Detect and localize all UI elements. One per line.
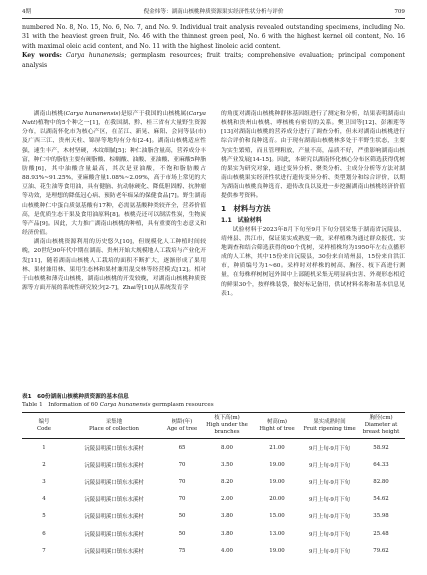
column-header — [357, 413, 405, 439]
table-cell: 9月上旬-9月下旬 — [308, 462, 351, 469]
abstract-continuation: numbered No. 8, No. 15, No. 6, No. 7, and No. 9. Individual trait analysis revealed outstanding specimens, including No. 31 with the heaviest green fruit, No. 46 with the thinnest green peel, No. 6 with the highest kernel oil content, No. 16 with maximal oleic acid content, and No. 11 with the highest linoleic acid content. — [22, 24, 405, 50]
table-row — [22, 456, 405, 473]
running-title: 倪金炜等：湖南山核桃种质资源果实经济性状分析与评价 — [143, 9, 284, 15]
column-header-zh: 胸径(cm) — [369, 415, 393, 421]
table-cell: 9月上旬-9月下旬 — [308, 548, 351, 555]
table-row — [22, 508, 405, 525]
table-cell: 19.00 — [269, 478, 285, 485]
page-number: 709 — [394, 9, 405, 15]
table-caption-zh: 表1 60份湖南山核桃种质资源的基本信息 — [22, 394, 129, 400]
english-abstract — [22, 23, 405, 70]
column-header-en: High under the branches — [206, 422, 248, 435]
table-cell: 3.80 — [220, 530, 233, 537]
table-cell: 70 — [178, 478, 186, 485]
column-header-en: Code — [36, 425, 51, 432]
table-cell: 65 — [178, 444, 186, 451]
table-cell: 沅陵县明溪口镇东水溪村 — [84, 514, 144, 521]
column-header-zh: 采集地 — [105, 418, 123, 425]
table-cell: 9月上旬-9月下旬 — [308, 531, 351, 538]
table-cell: 20.00 — [269, 496, 285, 503]
table-cell: 2.00 — [220, 496, 233, 503]
materials-paragraph: 试验材料于2023年8月下旬至9月下旬分别采集于湖南省沅陵县、靖州县、洪江市，保证果实成熟度一致，采样植株为通过群众报优、实地调查和结合筛选获得的60个优树，采样植株均为1950年左右点播形成的人工林，其中15份来自沅陵县，30份来自靖州县，15份来自洪江市，种质编号为1~60。采样时对样株的树高、胸径、枝下高进行测量，在每株样树树冠外围中上部随机采集无明显病虫害、外观形态相近的鲜果30个，按样株装袋，做好标记备用，供试材料名称和基本信息见表1。 — [221, 226, 405, 297]
keywords-label: Key words: — [22, 52, 62, 60]
table-cell: 64.33 — [373, 461, 389, 468]
column-header-en: Age of tree — [166, 425, 198, 432]
table-cell: 19.00 — [269, 461, 285, 468]
column-header-zh: 枝下高(m) — [214, 415, 240, 421]
table-cell: 8.20 — [220, 478, 233, 485]
table-caption-en — [22, 401, 405, 409]
table-row — [22, 439, 405, 457]
column-header-zh: 树高(m) — [266, 418, 288, 425]
table-cell: 沅陵县明溪口镇东水溪村 — [84, 531, 144, 538]
table-cell: 沅陵县明溪口镇东水溪村 — [84, 548, 144, 555]
table-cell: 沅陵县明溪口镇东水溪村 — [84, 497, 144, 504]
table-row — [22, 473, 405, 490]
table-cell: 5 — [42, 513, 46, 520]
table-cell: 35.98 — [373, 513, 389, 520]
table-cell: 19.00 — [269, 547, 285, 554]
table-caption — [22, 393, 405, 409]
table-cell: 1 — [42, 444, 46, 451]
table-header-row — [22, 413, 405, 439]
column-header — [66, 413, 162, 439]
column-header-en: Place of collection — [89, 425, 139, 432]
page-header — [22, 7, 405, 17]
column-header — [302, 413, 357, 439]
table-cell: 79.62 — [373, 547, 389, 554]
intro-paragraph-2: 湖南山核桃资源利用的历史悠久[10]，但规模化人工种植时间较晚，20世纪90年代中期在湖南、贵州开始大规模地人工栽培与产业化开发[11]，随着湖南山核桃人工栽培的面积不断扩大，逐渐形成了果用林、果材兼用林、果用生态林和果材兼用混交林等经营模式[12]。相对于山核桃和薄壳山核桃，湖南山核桃的开发较晚，对湖南山核桃种质资源等方面开展的系统性研究较少[2-7]，Zhai等[10]从系统发育学 — [22, 239, 206, 291]
caption-species: Carya hunanensis — [99, 402, 151, 408]
table-cell: 3 — [42, 478, 46, 485]
table-cell: 6 — [42, 530, 46, 537]
column-header-zh: 果实成熟时间 — [313, 418, 346, 425]
column-header-zh: 树龄(年) — [171, 418, 193, 425]
section-heading: 1 材料与方法 — [221, 203, 271, 213]
header-rule — [22, 18, 405, 19]
table-cell: 25.48 — [373, 530, 389, 537]
germplasm-table — [22, 412, 405, 559]
genus-name: Carya Nutt — [22, 111, 207, 127]
table-cell: 70 — [178, 461, 186, 468]
table-cell: 8.00 — [220, 444, 233, 451]
column-header-en: Fruit ripening time — [303, 425, 356, 432]
table-cell: 9月上旬-9月下旬 — [308, 445, 351, 452]
caption-text: Table 1 Information of 60 — [22, 402, 100, 408]
table-row — [22, 542, 405, 559]
intro-text: )是原产于我国的山核桃属( — [118, 111, 189, 117]
column-header-en: Hight of tree — [259, 425, 295, 432]
intro-text: 湖南山核桃( — [33, 111, 66, 117]
table-cell: 21.00 — [269, 444, 285, 451]
right-column — [221, 110, 405, 299]
table-body — [22, 439, 405, 560]
column-header-en: Diameter at breast height — [362, 422, 400, 435]
table-cell: 54.62 — [373, 496, 389, 503]
table-row — [22, 491, 405, 508]
column-header — [202, 413, 252, 439]
table-cell: 沅陵县明溪口镇东水溪村 — [84, 445, 144, 452]
table-cell: 沅陵县明溪口镇东水溪村 — [84, 462, 144, 469]
table-cell: 58.92 — [373, 444, 389, 451]
column-header — [252, 413, 302, 439]
table-cell: 3.80 — [220, 513, 233, 520]
issue-number: 4期 — [22, 9, 32, 15]
table-cell: 4 — [42, 496, 46, 503]
intro-text: )植物中的5个种之一[1]，在我国湖、黔、桂三省有大量野生资源分布，以湖南怀化市为核心产区，在芷江、新晃、麻阳、会同等县(市)及广西三江、贵州天柱、锦屏等地均有分布[2-4]。湖南山核桃适应性强，速生丰产，木材坚硬，木纹细腻[5]；种仁油脂含量高，营养成分丰富，种仁中的脂肪主要有硬脂酸、棕榈酸、油酸、亚油酸、亚麻酸5种脂肪酸[6]，其中油酸含量最高，其次是亚油酸，不饱和脂肪酸占88.93%~91.25%，亚麻酸含量1.08%~2.09%，高于市场上常见的大豆油、花生油等食用油，具有健脑、抗动脉硬化、降低胆固醇、抗肿瘤等功效，是理想的降低冠心病、预防老年痴呆的保健食品[7]。野生湖南山核桃种仁中蛋白质氨基酸有17种，必需氨基酸种类较齐全，营养价值高，是优质生态干果及食用油原料[8]。核桃壳还可以制活性炭，生物炭等产品[9]。因此，大力推广湖南山核桃的种植，具有重要的生态意义和经济价值。 — [22, 120, 206, 237]
table-cell: 9月上旬-9月下旬 — [308, 514, 351, 521]
journal-page — [22, 0, 405, 575]
species-name: Carya hunanensis — [65, 111, 119, 117]
table-cell: 82.80 — [373, 478, 389, 485]
column-header — [22, 413, 66, 439]
table-cell: 15.00 — [269, 513, 285, 520]
keywords-rest: ; germplasm resources; fruit traits; comprehensive evaluation; principal component analysis — [22, 52, 405, 69]
table-cell: 7 — [42, 547, 46, 554]
keywords-species: Carya hunanensis — [66, 52, 125, 60]
table-row — [22, 525, 405, 542]
table-cell: 9月上旬-9月下旬 — [308, 497, 351, 504]
table-cell: 9月上旬-9月下旬 — [308, 479, 351, 486]
table-cell: 75 — [178, 547, 186, 554]
subsection-heading: 1.1 试验材料 — [221, 216, 262, 224]
intro-paragraph-1 — [22, 110, 206, 238]
column-header — [162, 413, 202, 439]
table-cell: 13.00 — [269, 530, 285, 537]
caption-text: germplasm resources — [150, 402, 214, 408]
table-cell: 70 — [178, 496, 186, 503]
keywords-line — [22, 51, 405, 70]
table-cell: 4.00 — [220, 547, 233, 554]
table-cell: 50 — [178, 530, 186, 537]
table-cell: 50 — [178, 513, 186, 520]
intro-paragraph-3: 的角度对湖南山核桃种群体基因组进行了测定和分析，结果表明湖南山核桃和贵州山核桃、哮核桃有密切的关系。樊卫国等[12]、彭湘莲等[13]对湖南山核桃的营养成分进行了调查分析，但未对湖南山核桃进行综合评价和良种选育。由于现有湖南山核桃林多处于半野生状态，主要为实生繁殖，而且管理粗放，产量不高，品质不好，严重影响湖南山核桃产业发展[14-15]。因此，本研究以湖南怀化核心分布区筛选获得优树的果实为研究对象，通过变异分析、聚类分析、主成分分析等方法对湖南山核桃果实经济性状进行遗传变异分析、类型划分和综合评价，以期为湖南山核桃良种选育、遗传改良以及进一步挖掘湖南山核桃经济价值提供参考资料。 — [221, 111, 405, 200]
table-cell: 沅陵县明溪口镇东水溪村 — [84, 479, 144, 486]
column-header-zh: 编号 — [38, 418, 50, 425]
table-cell: 3.50 — [220, 461, 233, 468]
table-cell: 2 — [42, 461, 46, 468]
left-column — [22, 110, 206, 293]
